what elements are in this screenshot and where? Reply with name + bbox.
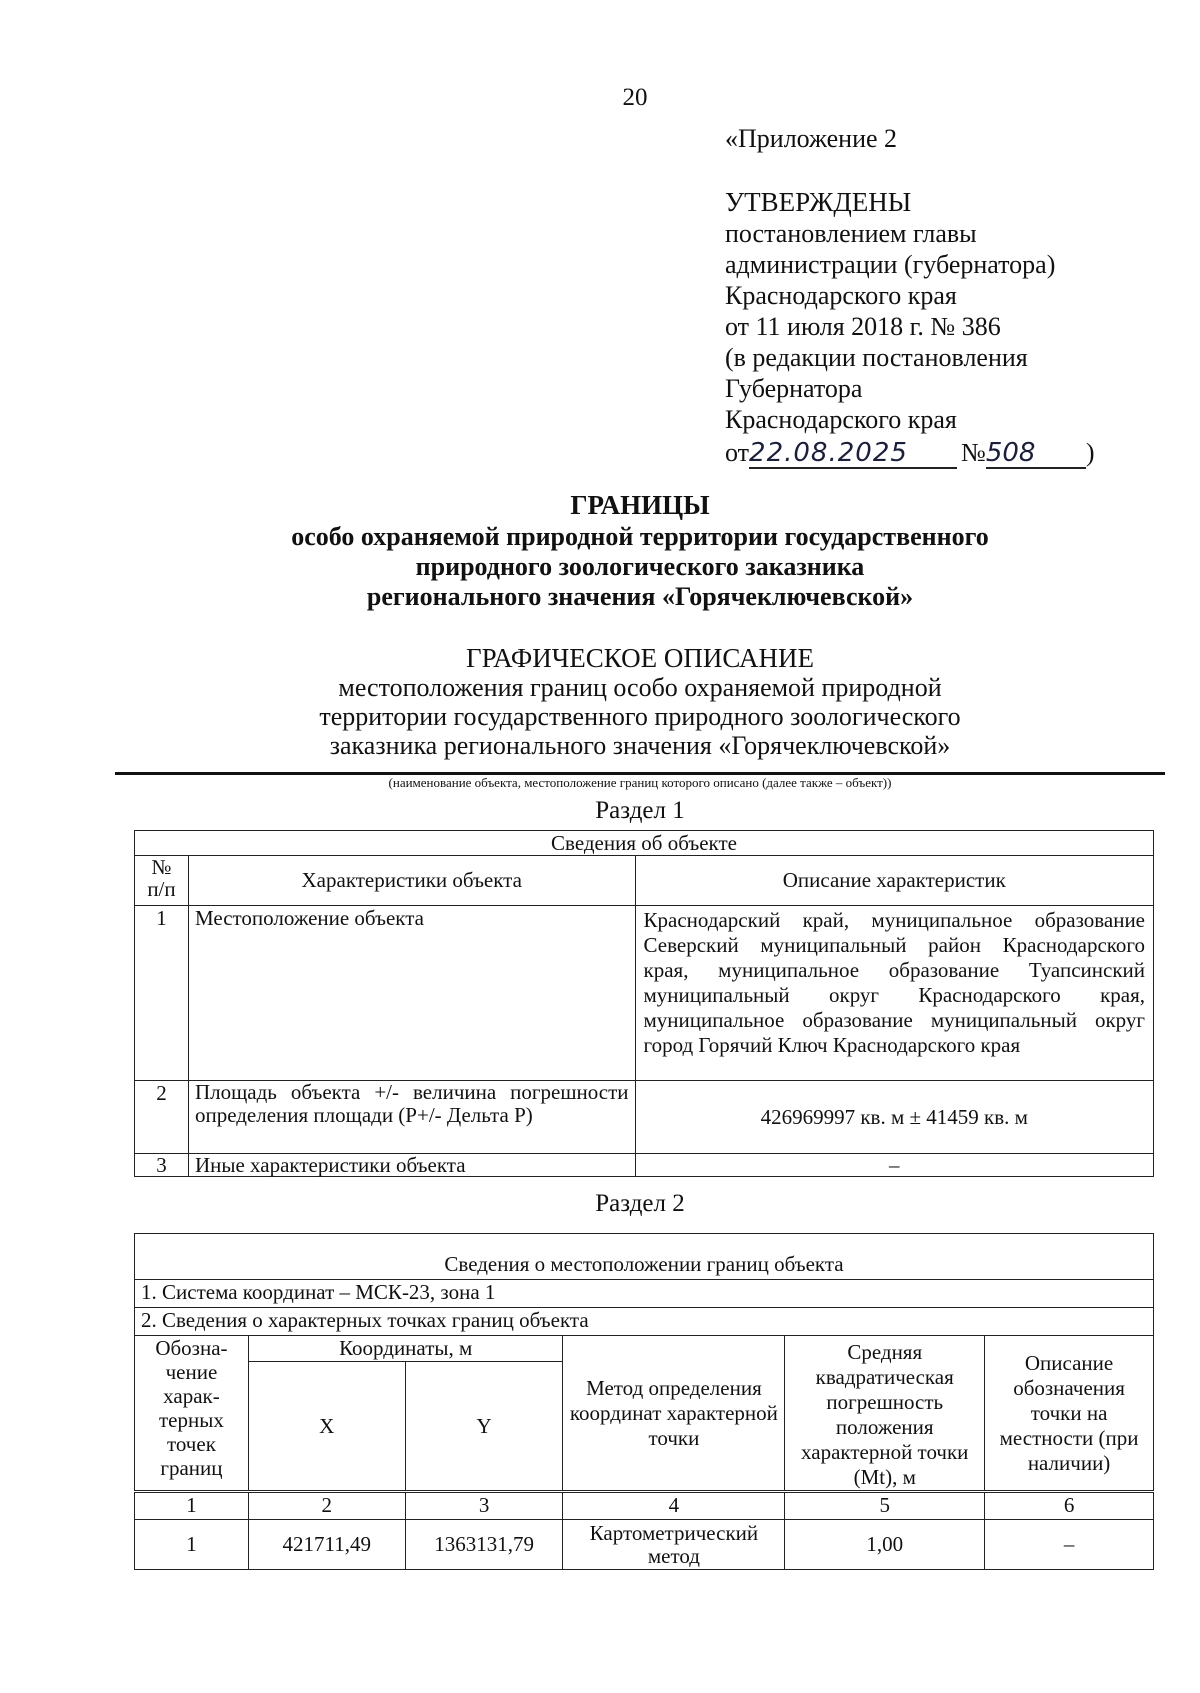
col-x-header: X	[248, 1362, 405, 1492]
row-characteristic: Площадь объекта +/- величина погрешности определения площади (P+/- Дельта P)	[188, 1081, 635, 1154]
point-error: 1,00	[785, 1520, 985, 1570]
point-description: –	[985, 1520, 1154, 1570]
row-num: 1	[135, 906, 189, 1081]
object-caption: (наименование объекта, местоположение границ которого описано (далее также – объект))	[388, 775, 892, 790]
graphic-description-title: ГРАФИЧЕСКОЕ ОПИСАНИЕ	[465, 643, 815, 673]
table-row	[135, 1520, 1154, 1570]
graphic-description-line: местоположения границ особо охраняемой природной	[338, 673, 942, 702]
row-characteristic: Иные характеристики объекта	[188, 1154, 635, 1177]
section2-label: Раздел 2	[595, 1190, 685, 1217]
row-num: 2	[135, 1081, 189, 1154]
row-description: 426969997 кв. м ± 41459 кв. м	[635, 1081, 1153, 1154]
col-characteristics-header: Характеристики объекта	[188, 856, 635, 906]
graphic-description-line: заказника регионального значения «Горячеключевской»	[329, 731, 951, 760]
title-line: особо охраняемой природной территории государственного	[291, 522, 989, 551]
section2-table	[134, 1233, 1154, 1570]
row-description: –	[635, 1154, 1153, 1177]
amendment-date-line	[725, 437, 1095, 469]
col-num-header: № п/п	[135, 856, 189, 906]
row-characteristic: Местоположение объекта	[188, 906, 635, 1081]
point-y: 1363131,79	[405, 1520, 563, 1570]
approved-line: Краснодарского края	[725, 281, 957, 310]
row-description: Краснодарский край, муниципальное образование Северский муниципальный район Краснодарского края, муниципальное образование Туапсинский муниципальный округ Краснодарского края, муниципальное образование муниципальный округ город Горячий Ключ Краснодарского края	[635, 906, 1153, 1081]
point-method: Картометрический метод	[563, 1520, 785, 1570]
points-header: 2. Сведения о характерных точках границ объекта	[135, 1308, 1154, 1336]
col-point-description-header: Описание обозначения точки на местности (при наличии)	[985, 1336, 1154, 1492]
title-line: ГРАНИЦЫ	[570, 490, 710, 520]
col-coordinates-header: Координаты, м	[248, 1336, 563, 1362]
approved-line: (в редакции постановления	[725, 343, 1028, 372]
column-number: 5	[785, 1492, 985, 1520]
column-number: 6	[985, 1492, 1154, 1520]
col-description-header: Описание характеристик	[635, 856, 1153, 906]
closing-paren: )	[1085, 438, 1095, 467]
approved-line: постановлением главы	[725, 219, 977, 248]
section1-label: Раздел 1	[595, 797, 685, 824]
number-prefix: №	[961, 438, 986, 467]
from-prefix: от	[725, 438, 750, 467]
section2-header: Сведения о местоположении границ объекта	[135, 1234, 1154, 1280]
col-error-header: Средняя квадратическая погрешность положения характерной точки (Mt), м	[785, 1336, 985, 1492]
column-number: 1	[135, 1492, 249, 1520]
column-number: 4	[563, 1492, 785, 1520]
approved-line: Краснодарского края	[725, 405, 957, 434]
col-method-header: Метод определения координат характерной точки	[563, 1336, 785, 1492]
approved-line: Губернатора	[725, 374, 863, 403]
appendix-label: «Приложение 2	[725, 124, 898, 153]
column-number: 3	[405, 1492, 563, 1520]
point-designation: 1	[135, 1520, 249, 1570]
graphic-description	[120, 644, 1160, 760]
coordinate-system: 1. Система координат – МСК-23, зона 1	[135, 1280, 1154, 1308]
graphic-description-line: территории государственного природного зоологического	[319, 702, 961, 731]
point-x: 421711,49	[248, 1520, 405, 1570]
col-y-header: Y	[405, 1362, 563, 1492]
column-number: 2	[248, 1492, 405, 1520]
approved-title: УТВЕРЖДЕНЫ	[725, 187, 912, 217]
approved-line: администрации (губернатора)	[725, 250, 1056, 279]
handwritten-number: 508	[986, 439, 1086, 469]
page-number: 20	[622, 84, 648, 111]
document-title	[120, 490, 1160, 612]
row-num: 3	[135, 1154, 189, 1177]
section1-table	[134, 830, 1154, 1177]
title-line: природного зоологического заказника	[415, 552, 865, 581]
section1-header: Сведения об объекте	[135, 831, 1154, 856]
handwritten-date: 22.08.2025	[749, 439, 957, 469]
col-designation-header: Обозна-чение харак-терных точек границ	[135, 1336, 249, 1492]
approved-line: от 11 июля 2018 г. № 386	[725, 312, 1001, 341]
approval-block	[725, 187, 1095, 469]
title-line: регионального значения «Горячеключевской»	[366, 582, 914, 611]
